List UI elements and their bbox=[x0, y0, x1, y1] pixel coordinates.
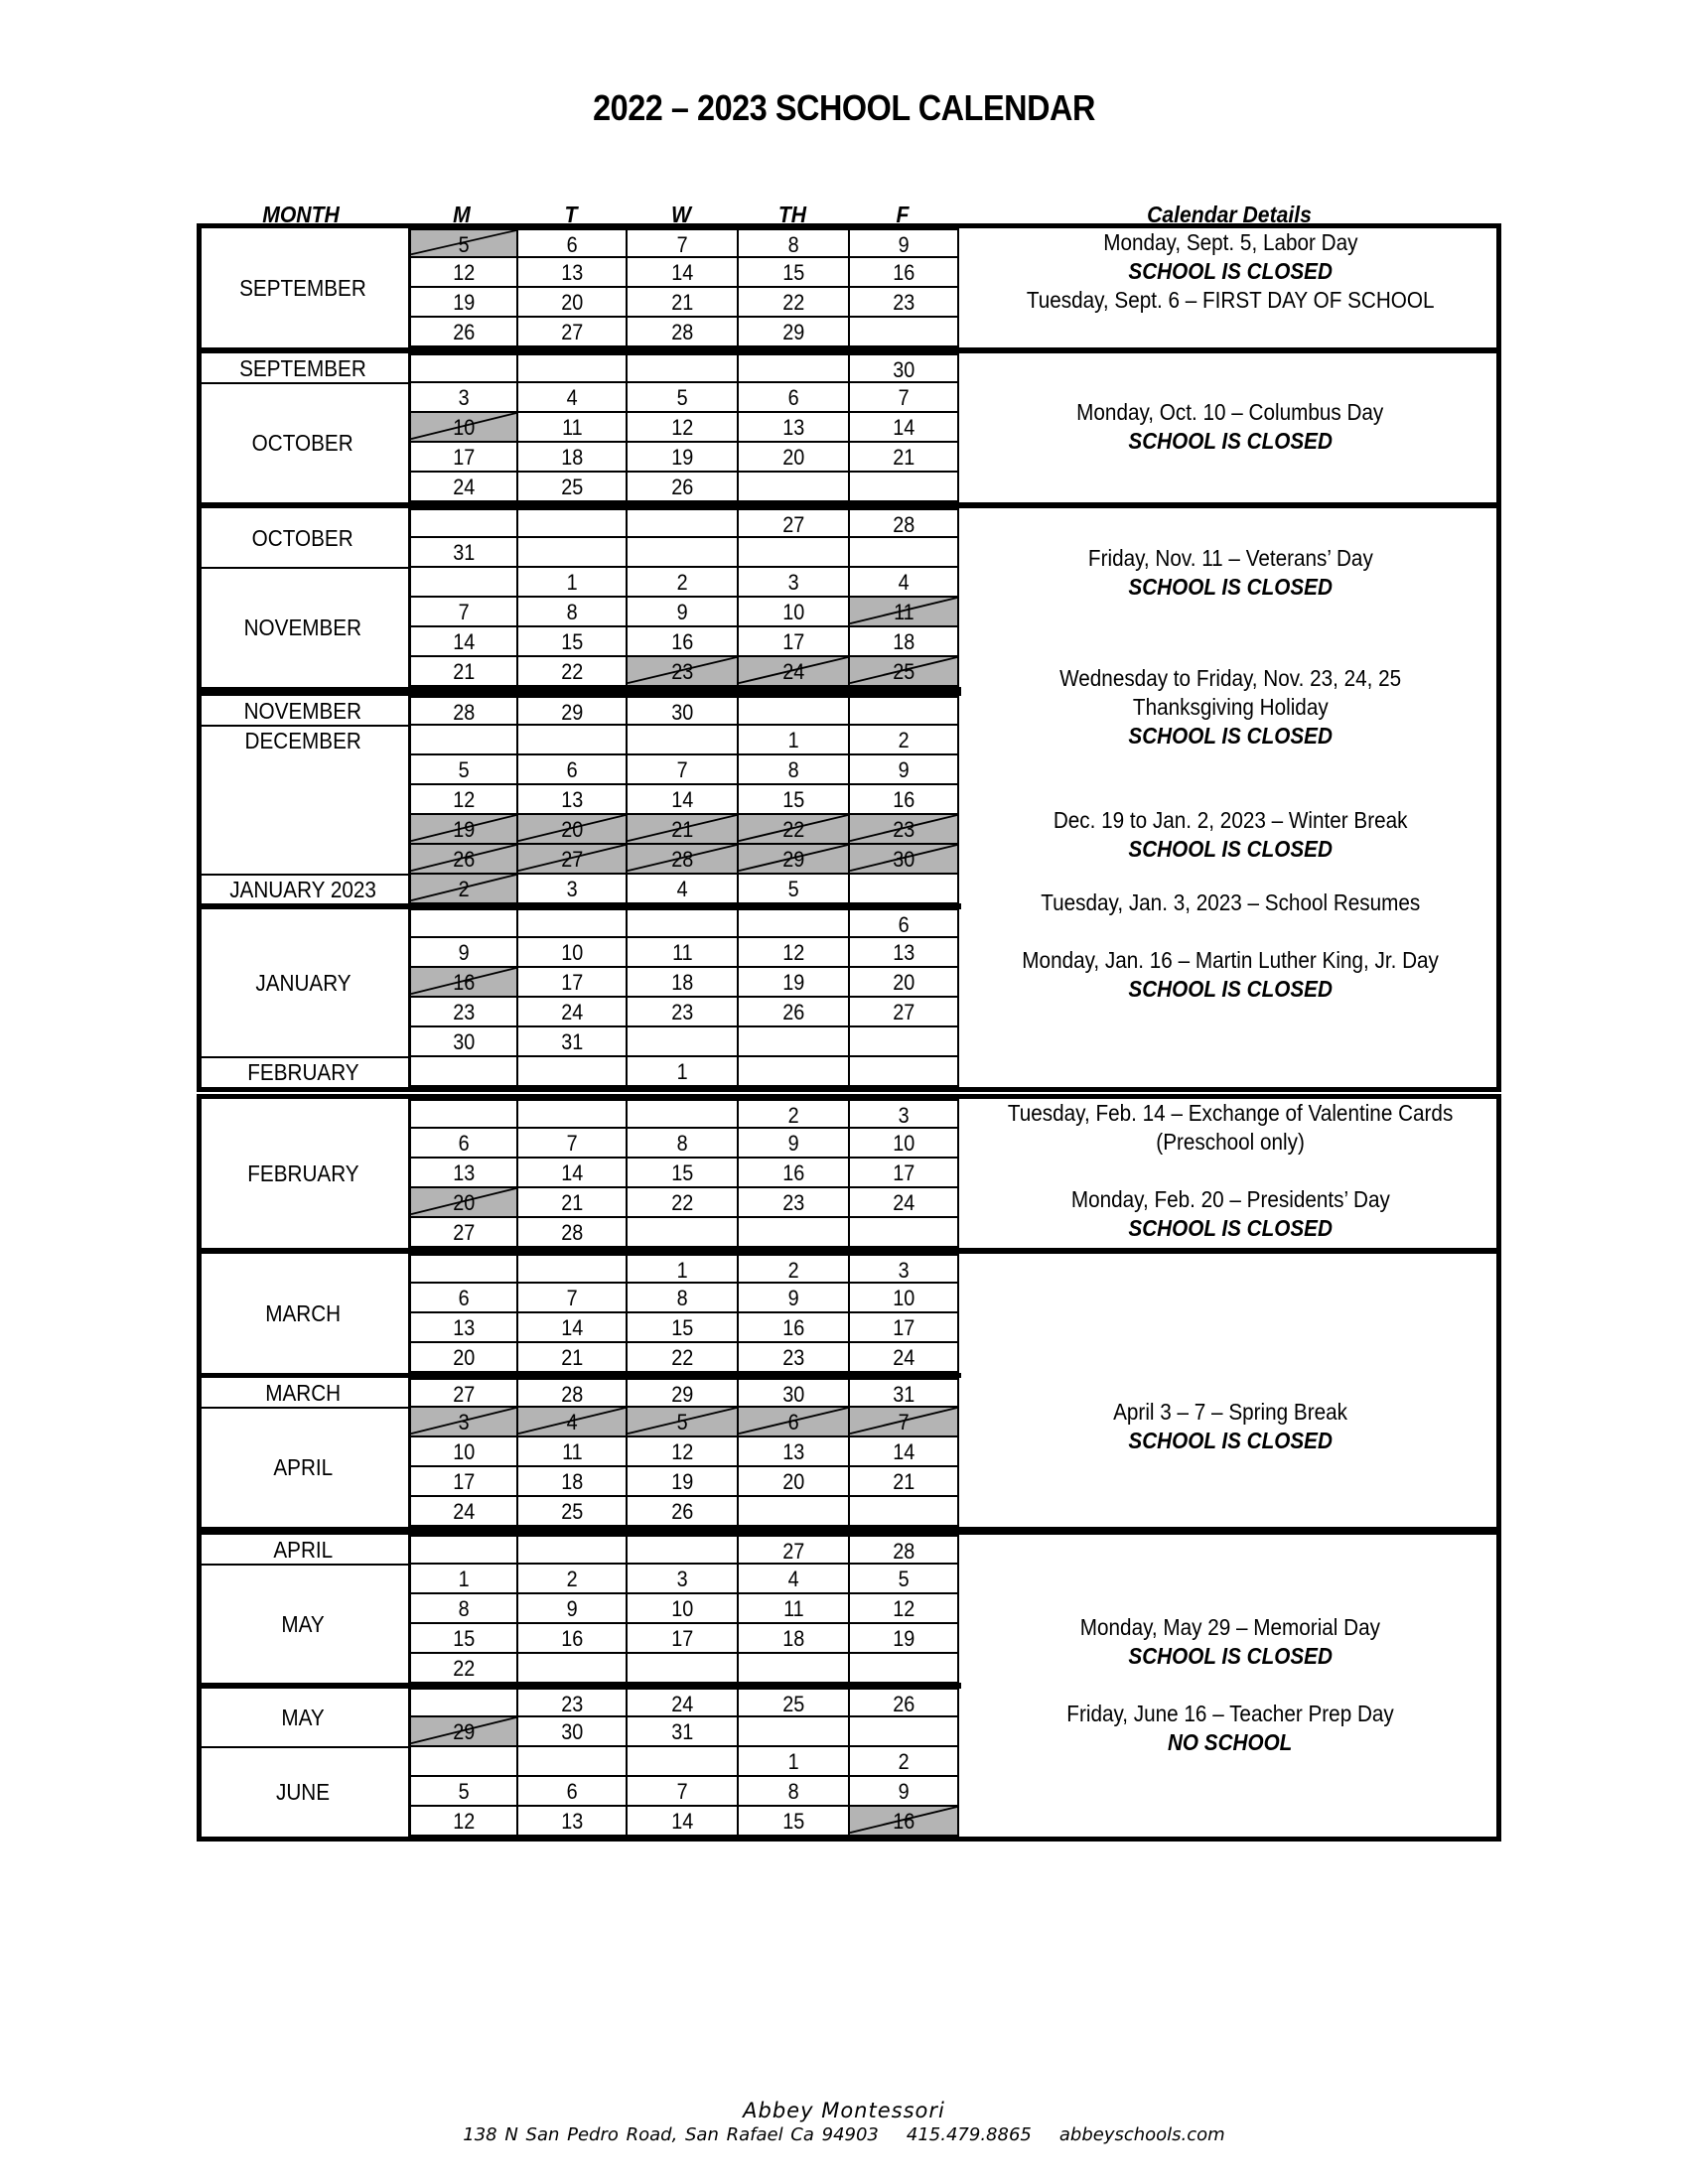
calendar-detail bbox=[959, 544, 1501, 602]
day-number: 15 bbox=[560, 629, 584, 654]
day-number: 9 bbox=[898, 757, 910, 782]
detail-text: Dec. 19 to Jan. 2, 2023 – Winter Break bbox=[1053, 807, 1408, 833]
day-number: 20 bbox=[560, 817, 584, 842]
closure-notice: SCHOOL IS CLOSED bbox=[1128, 836, 1333, 862]
closure-notice: SCHOOL IS CLOSED bbox=[1128, 574, 1333, 600]
day-number: 28 bbox=[892, 512, 915, 537]
day-number: 12 bbox=[892, 1596, 915, 1621]
day-number: 30 bbox=[892, 357, 915, 382]
day-number: 8 bbox=[676, 1131, 688, 1156]
day-number: 14 bbox=[560, 1315, 584, 1340]
day-number: 5 bbox=[458, 1779, 470, 1804]
day-number: 30 bbox=[670, 700, 694, 725]
day-number: 8 bbox=[566, 600, 578, 624]
day-number: 31 bbox=[560, 1029, 584, 1054]
month-label: FEBRUARY bbox=[246, 1058, 359, 1085]
day-number: 6 bbox=[566, 232, 578, 257]
day-number: 30 bbox=[560, 1719, 584, 1744]
calendar-detail bbox=[959, 1398, 1501, 1455]
day-number: 3 bbox=[458, 385, 470, 410]
day-number: 15 bbox=[670, 1160, 694, 1185]
day-number: 13 bbox=[781, 415, 805, 440]
footer-address: 138 N San Pedro Road, San Rafael Ca 94903 bbox=[463, 2124, 879, 2145]
day-number: 23 bbox=[781, 1190, 805, 1215]
day-number: 26 bbox=[452, 847, 476, 872]
closure-notice: SCHOOL IS CLOSED bbox=[1128, 258, 1333, 284]
closure-notice: SCHOOL IS CLOSED bbox=[1128, 1428, 1333, 1453]
closure-notice: SCHOOL IS CLOSED bbox=[1128, 1643, 1333, 1669]
day-number: 21 bbox=[560, 1345, 584, 1370]
detail-text: Tuesday, Jan. 3, 2023 – School Resumes bbox=[1040, 889, 1421, 915]
day-number: 10 bbox=[452, 1439, 476, 1464]
day-number: 14 bbox=[670, 1809, 694, 1834]
calendar-detail bbox=[959, 228, 1501, 315]
month-label: OCTOBER bbox=[251, 524, 353, 551]
day-number: 24 bbox=[670, 1692, 694, 1716]
day-number: 21 bbox=[560, 1190, 584, 1215]
day-number: 6 bbox=[458, 1286, 470, 1310]
day-number: 19 bbox=[670, 1469, 694, 1494]
day-number: 1 bbox=[787, 728, 799, 752]
day-number: 19 bbox=[452, 817, 476, 842]
detail-text: April 3 – 7 – Spring Break bbox=[1113, 1399, 1347, 1425]
day-number: 28 bbox=[560, 1220, 584, 1245]
day-number: 16 bbox=[452, 970, 476, 995]
footer bbox=[0, 2099, 1688, 2145]
day-number: 15 bbox=[670, 1315, 694, 1340]
day-number: 2 bbox=[898, 1749, 910, 1774]
day-number: 4 bbox=[898, 570, 910, 595]
page-title: 2022 – 2023 SCHOOL CALENDAR bbox=[593, 87, 1095, 128]
month-label: MARCH bbox=[265, 1379, 341, 1406]
day-number: 13 bbox=[452, 1315, 476, 1340]
day-number: 11 bbox=[561, 1439, 583, 1464]
footer-contact-line bbox=[0, 2124, 1688, 2145]
day-number: 22 bbox=[781, 817, 805, 842]
day-number: 21 bbox=[670, 290, 694, 315]
day-number: 8 bbox=[787, 1779, 799, 1804]
day-number: 21 bbox=[892, 1469, 915, 1494]
header-tuesday: T bbox=[564, 202, 578, 227]
day-number: 19 bbox=[892, 1626, 915, 1651]
day-number: 7 bbox=[566, 1131, 578, 1156]
calendar-detail bbox=[959, 398, 1501, 456]
day-number: 9 bbox=[787, 1286, 799, 1310]
footer-org-name: Abbey Montessori bbox=[743, 2099, 945, 2122]
month-label: FEBRUARY bbox=[246, 1160, 359, 1186]
day-number: 1 bbox=[458, 1567, 470, 1591]
day-number: 2 bbox=[676, 570, 688, 595]
day-number: 19 bbox=[781, 970, 805, 995]
day-number: 25 bbox=[560, 1499, 584, 1524]
footer-website[interactable]: abbeyschools.com bbox=[1058, 2124, 1225, 2145]
day-number: 20 bbox=[781, 445, 805, 470]
day-number: 16 bbox=[560, 1626, 584, 1651]
day-number: 22 bbox=[781, 290, 805, 315]
day-number: 7 bbox=[898, 1410, 910, 1434]
detail-text: Tuesday, Sept. 6 – FIRST DAY OF SCHOOL bbox=[1026, 287, 1435, 313]
day-number: 5 bbox=[676, 1410, 688, 1434]
day-number: 8 bbox=[676, 1286, 688, 1310]
closure-notice: NO SCHOOL bbox=[1168, 1729, 1293, 1755]
day-number: 8 bbox=[787, 232, 799, 257]
day-number: 9 bbox=[676, 600, 688, 624]
day-number: 3 bbox=[898, 1258, 910, 1283]
detail-text: Friday, June 16 – Teacher Prep Day bbox=[1066, 1701, 1394, 1726]
header-friday: F bbox=[896, 202, 910, 227]
month-label: APRIL bbox=[273, 1453, 333, 1480]
day-number: 17 bbox=[781, 629, 805, 654]
day-number: 30 bbox=[781, 1382, 805, 1407]
day-number: 13 bbox=[560, 260, 584, 285]
day-number: 16 bbox=[892, 260, 915, 285]
calendar-detail bbox=[959, 1700, 1501, 1757]
day-number: 27 bbox=[781, 1539, 805, 1564]
day-number: 6 bbox=[566, 1779, 578, 1804]
day-number: 29 bbox=[781, 847, 805, 872]
day-number: 10 bbox=[892, 1286, 915, 1310]
day-number: 5 bbox=[787, 877, 799, 901]
day-number: 22 bbox=[560, 659, 584, 684]
day-number: 11 bbox=[782, 1596, 804, 1621]
day-number: 19 bbox=[452, 290, 476, 315]
day-number: 18 bbox=[560, 1469, 584, 1494]
day-number: 2 bbox=[458, 877, 470, 901]
day-number: 24 bbox=[560, 1000, 584, 1024]
day-number: 20 bbox=[452, 1345, 476, 1370]
day-number: 6 bbox=[787, 385, 799, 410]
calendar-detail bbox=[959, 806, 1501, 864]
day-number: 25 bbox=[560, 475, 584, 499]
month-label: MAY bbox=[281, 1610, 325, 1637]
day-number: 10 bbox=[670, 1596, 694, 1621]
day-number: 13 bbox=[560, 787, 584, 812]
day-number: 9 bbox=[898, 232, 910, 257]
day-number: 4 bbox=[566, 385, 578, 410]
day-number: 14 bbox=[670, 787, 694, 812]
day-number: 31 bbox=[892, 1382, 915, 1407]
day-number: 28 bbox=[670, 847, 694, 872]
day-number: 20 bbox=[560, 290, 584, 315]
header-monday: M bbox=[453, 202, 471, 227]
detail-text: Friday, Nov. 11 – Veterans’ Day bbox=[1087, 545, 1373, 571]
closure-notice: SCHOOL IS CLOSED bbox=[1128, 976, 1333, 1002]
detail-text: Tuesday, Feb. 14 – Exchange of Valentine Cards bbox=[1007, 1100, 1454, 1126]
day-number: 8 bbox=[787, 757, 799, 782]
day-number: 10 bbox=[892, 1131, 915, 1156]
day-number: 28 bbox=[892, 1539, 915, 1564]
day-number: 18 bbox=[781, 1626, 805, 1651]
day-number: 14 bbox=[560, 1160, 584, 1185]
day-number: 23 bbox=[892, 817, 915, 842]
day-number: 23 bbox=[452, 1000, 476, 1024]
day-number: 9 bbox=[566, 1596, 578, 1621]
day-number: 17 bbox=[892, 1160, 915, 1185]
day-number: 22 bbox=[670, 1345, 694, 1370]
day-number: 18 bbox=[892, 629, 915, 654]
day-number: 30 bbox=[452, 1029, 476, 1054]
day-number: 26 bbox=[670, 475, 694, 499]
day-number: 5 bbox=[458, 757, 470, 782]
day-number: 16 bbox=[781, 1160, 805, 1185]
header-month: MONTH bbox=[262, 202, 340, 227]
detail-text: Monday, Oct. 10 – Columbus Day bbox=[1076, 399, 1384, 425]
day-number: 21 bbox=[670, 817, 694, 842]
day-number: 5 bbox=[458, 232, 470, 257]
day-number: 20 bbox=[781, 1469, 805, 1494]
day-number: 2 bbox=[566, 1567, 578, 1591]
day-number: 27 bbox=[781, 512, 805, 537]
detail-text: Monday, Feb. 20 – Presidents’ Day bbox=[1070, 1186, 1390, 1212]
day-number: 27 bbox=[452, 1220, 476, 1245]
day-number: 7 bbox=[676, 1779, 688, 1804]
day-number: 3 bbox=[458, 1410, 470, 1434]
day-number: 17 bbox=[560, 970, 584, 995]
day-number: 23 bbox=[670, 659, 694, 684]
day-number: 29 bbox=[781, 320, 805, 344]
day-number: 7 bbox=[676, 757, 688, 782]
day-number: 3 bbox=[898, 1103, 910, 1128]
header-thursday: TH bbox=[777, 202, 807, 227]
day-number: 9 bbox=[458, 940, 470, 965]
day-number: 4 bbox=[566, 1410, 578, 1434]
day-number: 23 bbox=[781, 1345, 805, 1370]
header-calendar-details: Calendar Details bbox=[1147, 202, 1312, 227]
day-number: 1 bbox=[787, 1749, 799, 1774]
day-number: 6 bbox=[566, 757, 578, 782]
day-number: 2 bbox=[898, 728, 910, 752]
day-number: 9 bbox=[787, 1131, 799, 1156]
month-label: NOVEMBER bbox=[243, 614, 362, 640]
day-number: 24 bbox=[892, 1345, 915, 1370]
day-number: 22 bbox=[452, 1656, 476, 1681]
day-number: 17 bbox=[670, 1626, 694, 1651]
day-number: 24 bbox=[892, 1190, 915, 1215]
day-number: 25 bbox=[781, 1692, 805, 1716]
day-number: 15 bbox=[781, 260, 805, 285]
day-number: 28 bbox=[670, 320, 694, 344]
day-number: 1 bbox=[676, 1059, 688, 1084]
day-number: 16 bbox=[781, 1315, 805, 1340]
day-number: 7 bbox=[458, 600, 470, 624]
day-number: 6 bbox=[787, 1410, 799, 1434]
day-number: 12 bbox=[452, 260, 476, 285]
day-number: 13 bbox=[892, 940, 915, 965]
day-number: 17 bbox=[892, 1315, 915, 1340]
closure-notice: SCHOOL IS CLOSED bbox=[1128, 1215, 1333, 1241]
day-number: 10 bbox=[452, 415, 476, 440]
day-number: 16 bbox=[670, 629, 694, 654]
day-number: 17 bbox=[452, 1469, 476, 1494]
month-label: OCTOBER bbox=[251, 429, 353, 456]
day-number: 3 bbox=[566, 877, 578, 901]
day-number: 28 bbox=[452, 700, 476, 725]
month-label: DECEMBER bbox=[244, 727, 361, 753]
day-number: 2 bbox=[787, 1258, 799, 1283]
day-number: 15 bbox=[452, 1626, 476, 1651]
day-number: 27 bbox=[560, 320, 584, 344]
day-number: 27 bbox=[452, 1382, 476, 1407]
detail-text: Monday, May 29 – Memorial Day bbox=[1079, 1614, 1381, 1640]
day-number: 11 bbox=[671, 940, 693, 965]
day-number: 21 bbox=[892, 445, 915, 470]
calendar-detail bbox=[959, 1613, 1501, 1671]
day-number: 15 bbox=[781, 787, 805, 812]
day-number: 23 bbox=[670, 1000, 694, 1024]
day-number: 6 bbox=[898, 912, 910, 937]
day-number: 25 bbox=[892, 659, 915, 684]
detail-text: Monday, Sept. 5, Labor Day bbox=[1102, 229, 1358, 255]
day-number: 19 bbox=[670, 445, 694, 470]
day-number: 22 bbox=[670, 1190, 694, 1215]
header-wednesday: W bbox=[671, 202, 691, 227]
day-number: 16 bbox=[892, 1809, 915, 1834]
day-number: 8 bbox=[458, 1596, 470, 1621]
day-number: 23 bbox=[560, 1692, 584, 1716]
detail-text bbox=[959, 1157, 1501, 1185]
day-number: 31 bbox=[670, 1719, 694, 1744]
day-number: 24 bbox=[452, 475, 476, 499]
day-number: 5 bbox=[676, 385, 688, 410]
day-number: 20 bbox=[892, 970, 915, 995]
day-number: 28 bbox=[560, 1382, 584, 1407]
day-number: 23 bbox=[892, 290, 915, 315]
day-number: 29 bbox=[452, 1719, 476, 1744]
month-label: SEPTEMBER bbox=[239, 354, 366, 381]
detail-text: Monday, Jan. 16 – Martin Luther King, Jr. Day bbox=[1022, 947, 1439, 973]
month-label: NOVEMBER bbox=[243, 697, 362, 724]
day-number: 9 bbox=[898, 1779, 910, 1804]
day-number: 29 bbox=[560, 700, 584, 725]
day-number: 1 bbox=[566, 570, 578, 595]
day-number: 20 bbox=[452, 1190, 476, 1215]
day-number: 27 bbox=[892, 1000, 915, 1024]
day-number: 16 bbox=[892, 787, 915, 812]
calendar-detail bbox=[959, 1099, 1501, 1243]
day-number: 6 bbox=[458, 1131, 470, 1156]
day-number: 10 bbox=[560, 940, 584, 965]
day-number: 18 bbox=[670, 970, 694, 995]
day-number: 1 bbox=[676, 1258, 688, 1283]
day-number: 30 bbox=[892, 847, 915, 872]
day-number: 13 bbox=[452, 1160, 476, 1185]
day-number: 13 bbox=[560, 1809, 584, 1834]
day-number: 12 bbox=[670, 1439, 694, 1464]
day-number: 14 bbox=[892, 415, 915, 440]
day-number: 11 bbox=[561, 415, 583, 440]
day-number: 13 bbox=[781, 1439, 805, 1464]
day-number: 7 bbox=[898, 385, 910, 410]
day-number: 26 bbox=[781, 1000, 805, 1024]
day-number: 26 bbox=[670, 1499, 694, 1524]
day-number: 11 bbox=[893, 600, 914, 624]
day-number: 7 bbox=[676, 232, 688, 257]
day-number: 26 bbox=[452, 320, 476, 344]
month-label: JANUARY bbox=[254, 969, 352, 996]
day-number: 3 bbox=[676, 1567, 688, 1591]
day-number: 14 bbox=[670, 260, 694, 285]
day-number: 26 bbox=[892, 1692, 915, 1716]
month-label: SEPTEMBER bbox=[239, 274, 366, 301]
day-number: 3 bbox=[787, 570, 799, 595]
day-number: 24 bbox=[452, 1499, 476, 1524]
closure-notice: SCHOOL IS CLOSED bbox=[1128, 723, 1333, 749]
day-number: 12 bbox=[452, 787, 476, 812]
month-label: MARCH bbox=[265, 1299, 341, 1326]
day-number: 4 bbox=[676, 877, 688, 901]
day-number: 14 bbox=[892, 1439, 915, 1464]
day-number: 31 bbox=[452, 540, 476, 565]
day-number: 5 bbox=[898, 1567, 910, 1591]
day-number: 29 bbox=[670, 1382, 694, 1407]
day-number: 15 bbox=[781, 1809, 805, 1834]
calendar-detail bbox=[959, 664, 1501, 751]
month-label: MAY bbox=[281, 1704, 325, 1730]
day-number: 10 bbox=[781, 600, 805, 624]
closure-notice: SCHOOL IS CLOSED bbox=[1128, 428, 1333, 454]
day-number: 24 bbox=[781, 659, 805, 684]
calendar-detail bbox=[959, 888, 1501, 917]
day-number: 12 bbox=[452, 1809, 476, 1834]
detail-text: Thanksgiving Holiday bbox=[1132, 694, 1329, 720]
month-label: JANUARY 2023 bbox=[229, 876, 376, 902]
day-number: 21 bbox=[452, 659, 476, 684]
detail-text: Wednesday to Friday, Nov. 23, 24, 25 bbox=[1058, 665, 1402, 691]
day-number: 12 bbox=[781, 940, 805, 965]
month-label: APRIL bbox=[273, 1536, 333, 1563]
day-number: 12 bbox=[670, 415, 694, 440]
day-number: 18 bbox=[560, 445, 584, 470]
day-number: 17 bbox=[452, 445, 476, 470]
day-number: 14 bbox=[452, 629, 476, 654]
detail-text: (Preschool only) bbox=[1156, 1129, 1305, 1155]
day-number: 2 bbox=[787, 1103, 799, 1128]
month-label: JUNE bbox=[275, 1778, 331, 1805]
day-number: 4 bbox=[787, 1567, 799, 1591]
day-number: 27 bbox=[560, 847, 584, 872]
calendar-detail bbox=[959, 946, 1501, 1004]
day-number: 7 bbox=[566, 1286, 578, 1310]
footer-phone: 415.479.8865 bbox=[906, 2124, 1032, 2145]
